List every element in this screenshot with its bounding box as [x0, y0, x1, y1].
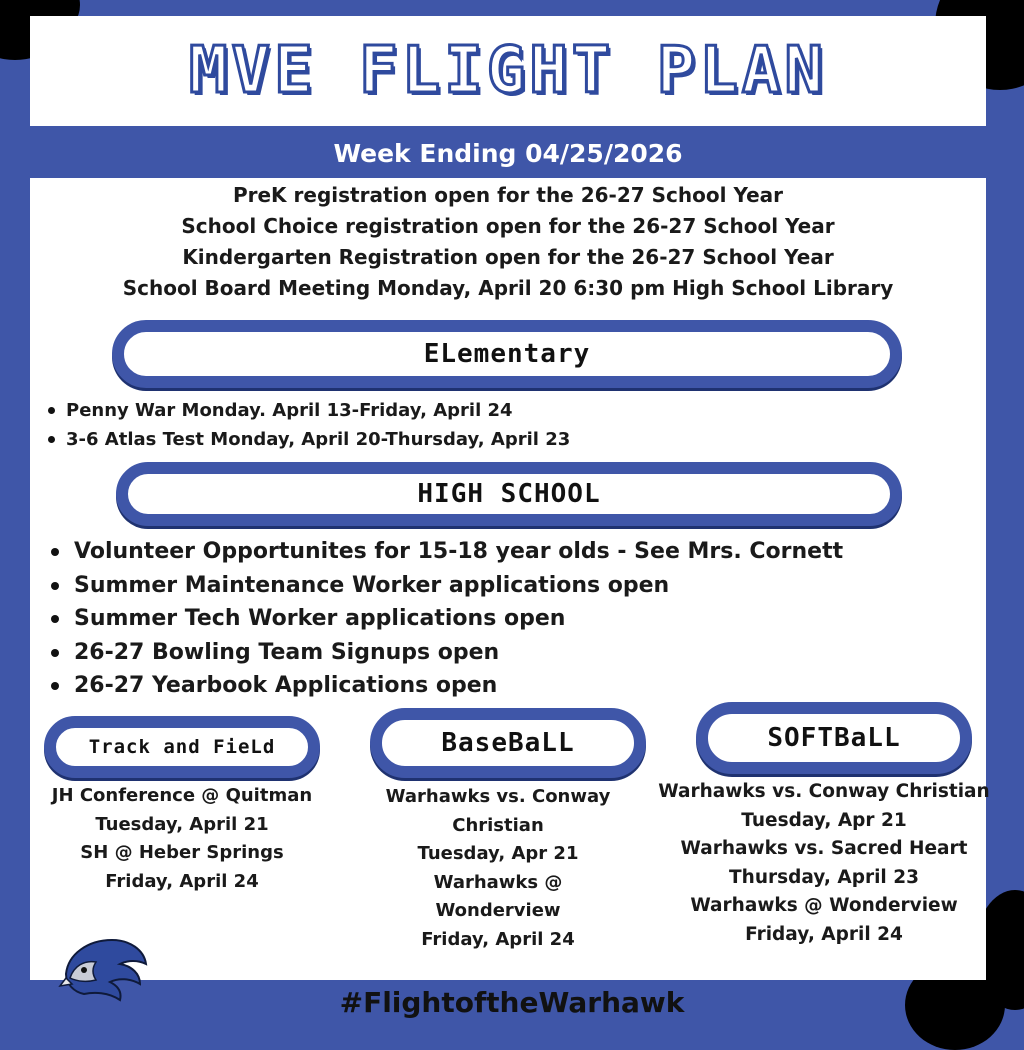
schedule-line: Warhawks vs. Conway Christian [658, 781, 990, 802]
list-item: 26-27 Bowling Team Signups open [48, 636, 843, 670]
schedule-line: Christian [452, 814, 544, 836]
elementary-list [46, 396, 570, 454]
schedule-line: Warhawks @ Wonderview [690, 895, 958, 916]
list-item: Volunteer Opportunites for 15-18 year olds - See Mrs. Cornett [48, 535, 843, 569]
list-item: 3-6 Atlas Test Monday, April 20-Thursday, April 23 [46, 425, 570, 454]
announcement: PreK registration open for the 26-27 School Year [232, 183, 784, 207]
softball-schedule [656, 778, 992, 949]
schedule-line: Tuesday, Apr 21 [741, 809, 907, 831]
schedule-line: Friday, April 24 [745, 923, 903, 945]
list-item: Summer Maintenance Worker applications open [48, 569, 843, 603]
schedule-line: Warhawks vs. Conway [385, 786, 611, 807]
elementary-heading [112, 320, 902, 388]
announcement: School Board Meeting Monday, April 20 6:30 pm High School Library [122, 276, 894, 300]
footer-hashtag: #FlightoftheWarhawk [339, 985, 685, 1019]
title-band [30, 16, 986, 126]
schedule-line: JH Conference @ Quitman [51, 785, 313, 806]
high-school-heading [116, 462, 902, 526]
track-schedule [32, 782, 332, 896]
content-panel [30, 178, 990, 980]
schedule-line: Friday, April 24 [105, 870, 259, 892]
track-heading [44, 716, 320, 778]
schedule-line: Thursday, April 23 [729, 866, 919, 888]
baseball-heading-text: BaseBaLL [441, 728, 575, 758]
list-item: Summer Tech Worker applications open [48, 602, 843, 636]
high-school-list [48, 535, 843, 703]
announcements [30, 180, 986, 304]
high-school-heading-text: HIGH SCHOOL [417, 479, 601, 509]
list-item: 26-27 Yearbook Applications open [48, 669, 843, 703]
announcement: Kindergarten Registration open for the 26-27 School Year [182, 245, 834, 269]
schedule-line: Wonderview [435, 900, 561, 921]
softball-heading [696, 702, 972, 774]
baseball-schedule [348, 783, 648, 954]
softball-heading-text: SOFTBaLL [767, 723, 901, 753]
track-heading-text: Track and FieLd [88, 736, 276, 758]
announcement: School Choice registration open for the 26-27 School Year [181, 214, 835, 238]
elementary-heading-text: ELementary [423, 339, 591, 369]
schedule-line: Tuesday, April 21 [95, 813, 269, 835]
list-item: Penny War Monday. April 13-Friday, April 24 [46, 396, 570, 425]
week-ending: Week Ending 04/25/2026 [333, 138, 683, 168]
schedule-line: SH @ Heber Springs [80, 842, 284, 863]
schedule-line: Friday, April 24 [421, 928, 575, 950]
schedule-line: Warhawks vs. Sacred Heart [680, 838, 968, 859]
baseball-heading [370, 708, 646, 778]
page-title: MVE FLIGHT PLAN [189, 34, 827, 108]
schedule-line: Warhawks @ [433, 871, 563, 893]
schedule-line: Tuesday, Apr 21 [417, 843, 579, 864]
